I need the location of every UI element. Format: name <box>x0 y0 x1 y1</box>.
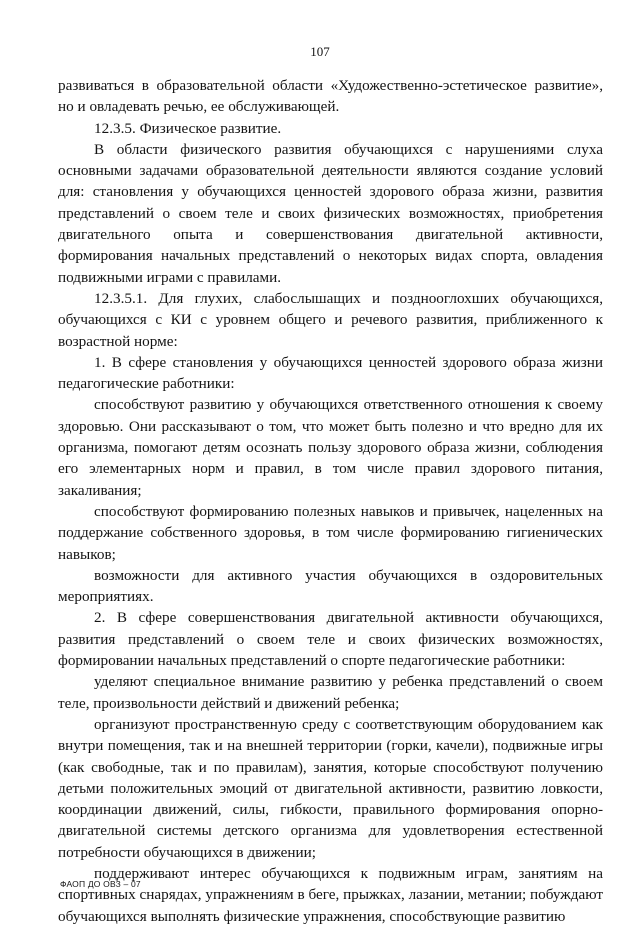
paragraph-body-awareness: уделяют специальное внимание развитию у ребенка представлений о своем теле, произвольности действий и движений ребенка; <box>58 673 603 712</box>
list-item-2-heading: 2. В сфере совершенствования двигательной активности обучающихся, развития представлений о своем теле и своих физических возможностях, формировании начальных представлений о спорте педагогические работники: <box>58 609 603 670</box>
section-heading-physical-development: 12.3.5. Физическое развитие. <box>94 119 282 137</box>
document-body <box>58 75 603 927</box>
list-item-1-heading: 1. В сфере становления у обучающихся ценностей здорового образа жизни педагогические работники: <box>58 353 603 393</box>
page-number: 107 <box>310 44 330 59</box>
paragraph-mobile-games: поддерживают интерес обучающихся к подвижным играм, занятиям на спортивных снарядах, упражнениям в беге, прыжках, лазании, метании; побуждают обучающихся выполнять физические упражнения, способствующие развитию <box>58 864 603 925</box>
subsection-heading-12-3-5-1: 12.3.5.1. Для глухих, слабослышащих и позднооглохших обучающихся, обучающихся с КИ с уровнем общего и речевого развития, приближенного к возрастной норме: <box>58 289 603 350</box>
paragraph-tasks: В области физического развития обучающихся с нарушениями слуха основными задачами образовательной деятельности являются создание условий для: становления у обучающихся ценностей здорового образа жизни, развития представлений о своем теле и своих физических возможностях, приобретения двигательного опыта и совершенствования двигательной активности, формирования начальных представлений о некоторых видах спорта, овладения подвижными играми с правилами. <box>58 140 603 286</box>
paragraph-spatial-environment: организуют пространственную среду с соответствующим оборудованием как внутри помещения, так и на внешней территории (горки, качели), подвижные игры (как свободные, так и по правилам), занятия, которые способствуют получению детьми положительных эмоций от двигательной активности, развитию ловкости, координации движений, силы, гибкости, правильного формирования опорно-двигательной системы детского организма для удовлетворения естественной потребности обучающихся в движении; <box>58 715 603 861</box>
paragraph-wellness-events: возможности для активного участия обучающихся в оздоровительных мероприятиях. <box>58 566 603 606</box>
paragraph-useful-habits: способствуют формированию полезных навыков и привычек, нацеленных на поддержание собственного здоровья, в том числе формированию гигиенических навыков; <box>58 502 603 563</box>
document-footer: ФАОП ДО ОВЗ – 07 <box>60 879 141 889</box>
paragraph-health-attitude: способствуют развитию у обучающихся ответственного отношения к своему здоровью. Они рассказывают о том, что может быть полезно и что вредно для их организма, помогают детям осознать пользу здорового образа жизни, соблюдения его элементарных норм и правил, в том числе правил здорового питания, закаливания; <box>58 396 603 499</box>
paragraph-continuation: развиваться в образовательной области «Художественно-эстетическое развитие», но и овладевать речью, ее обслуживающей. <box>58 77 603 116</box>
